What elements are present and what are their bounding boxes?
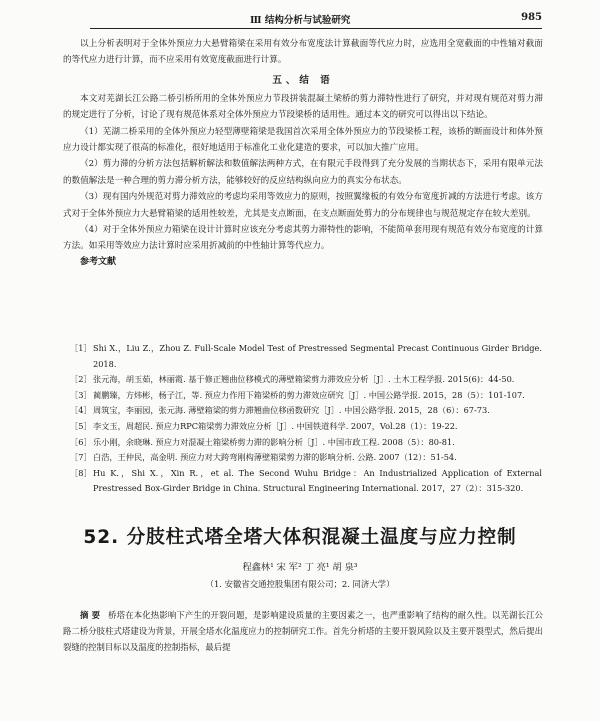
page-number: 985 — [521, 12, 542, 23]
main-text — [63, 36, 543, 270]
reference-text: Hu K.，Shi X.，Xin R.，et al. The Second Wuhu Bridge：An Industrialized Application of External Prestressed Box-Girder Bridge in China. Structural Engineering International. 2017，27（2）：315-320. — [93, 467, 542, 494]
reference-number: ［5］ — [70, 420, 92, 431]
conclusion-lead-paragraph: 本文对芜湖长江公路二桥引桥所用的全体外预应力节段拼装混凝土梁桥的剪力滞特性进行了研究，并对现有规范对剪力滞的规定进行了分析，讨论了现有规范体系对全体外预应力节段梁桥的适用性。通过本文的研究可以得出以下结论。 — [63, 93, 543, 121]
reference-text: 蔺鹏臻，方炜彬，杨子江，等. 预应力作用下箱梁桥的剪力滞效应研究［J］. 中国公路学报. 2015，28（5）：101-107. — [93, 389, 525, 400]
reference-number: ［1］ — [70, 343, 92, 353]
reference-item — [70, 372, 542, 388]
reference-item — [70, 388, 542, 404]
conclusion-heading: 五、结 语 — [272, 74, 334, 86]
reference-number: ［8］ — [70, 467, 92, 478]
references-heading: 参考文献 — [80, 256, 117, 267]
article-title: 52. 分肢柱式塔全塔大体积混凝土温度与应力控制 — [83, 527, 517, 548]
reference-item — [70, 341, 542, 372]
running-head-section: Ⅲ 结构分析与试验研究 — [250, 15, 351, 26]
reference-text: 乐小刚，余晓琳. 预应力对混凝土箱梁桥剪力滞的影响分析［J］. 中国市政工程. 2008（5）：80-81. — [93, 436, 455, 447]
conclusion-item-4: （4）对于全体外预应力箱梁在设计计算时应该充分考虑其剪力滞特性的影响，不能简单套用现有规范有效分布宽度的计算方法。如采用等效应力法计算时应采用折减前的中性轴计算等代应力。 — [63, 225, 543, 252]
article-authors: 程鑫林¹ 宋 军² 丁 亮¹ 胡 泉³ — [242, 562, 358, 573]
reference-item — [70, 435, 542, 451]
running-head — [90, 12, 542, 29]
reference-number: ［4］ — [70, 405, 92, 416]
intro-paragraph: 以上分析表明对于全体外预应力大悬臂箱梁在采用有效分布宽度法计算截面等代应力时，应选用全宽截面的中性轴对截面的等代应力进行计算，而不应采用有效宽度截面进行计算。 — [63, 39, 543, 66]
reference-number: ［3］ — [70, 389, 92, 400]
conclusion-item-1: （1）芜湖二桥采用的全体外预应力轻型薄壁箱梁是我国首次采用全体外预应力的节段梁桥工程，该桥的断面设计和体外预应力设计都实现了很高的标准化，很好地适用于标准化工业化建造的要求，可以加大推广应用。 — [63, 126, 543, 154]
abstract — [63, 607, 543, 656]
reference-item — [70, 450, 542, 466]
reference-number: ［2］ — [70, 374, 92, 385]
reference-item — [70, 419, 542, 435]
conclusion-item-2: （2）剪力滞的分析方法包括解析解法和数值解法两种方式，在有限元手段得到了充分发展的当期状态下，采用有限单元法的数值解法是一种合理的剪力滞分析方法，能够较好的反应结构纵向应力的真实分布状态。 — [63, 159, 543, 186]
reference-text: 李文玉，周超民. 预应力RPC箱梁剪力滞效应分析［J］. 中国铁道科学. 2007，Vol.28（1）：19-22. — [93, 420, 458, 431]
reference-item — [70, 466, 542, 497]
reference-number: ［6］ — [70, 436, 92, 447]
conclusion-item-3: （3）现有国内外规范对剪力滞效应的考虑均采用等效应力的原则，按照翼缘板的有效分布宽度折减的方法进行考虑。该方式对于全体外预应力大悬臂箱梁的适用性较差，尤其是支点断面，在支点断面处剪力的分布规律也与规范规定存在较大差别。 — [63, 192, 543, 219]
abstract-label: 摘 要 — [80, 610, 101, 620]
reference-number: ［7］ — [70, 452, 92, 463]
article-affiliation: （1. 安徽省交通控股集团有限公司；2. 同济大学） — [205, 579, 395, 589]
references-list — [70, 341, 542, 497]
reference-text: 白浩，王仲民，高金明. 预应力对大跨弯刚构薄壁箱梁剪力滞的影响分析. 公路. 2007（12）：51-54. — [93, 452, 457, 463]
reference-text: 张元海，胡玉茹，林丽霞. 基于修正翘曲位移模式的薄壁箱梁剪力滞效应分析［J］. 土木工程学报. 2015(6)：44-50. — [93, 374, 515, 385]
reference-item — [70, 403, 542, 419]
reference-text: 周筑宝，李丽园，张元海. 薄壁箱梁的剪力滞翘曲位移函数研究［J］. 中国公路学报. 2015，28（6）：67-73. — [93, 405, 490, 416]
reference-text: Shi X.，Liu Z.，Zhou Z. Full-Scale Model Test of Prestressed Segmental Precast Continuous Girder Bridge. 2018. — [93, 343, 542, 369]
abstract-text: 桥塔在本化热影响下产生的开裂问题，是影响建设质量的主要因素之一，也严重影响了结构的耐久性。以芜湖长江公路二桥分肢柱式塔建设为背景，开展全塔水化温度应力的控制研究工作。首先分析塔的主要开裂风险以及主要开裂型式，然后提出裂缝的控制目标以及温度的控制指标，最后提 — [63, 610, 544, 653]
